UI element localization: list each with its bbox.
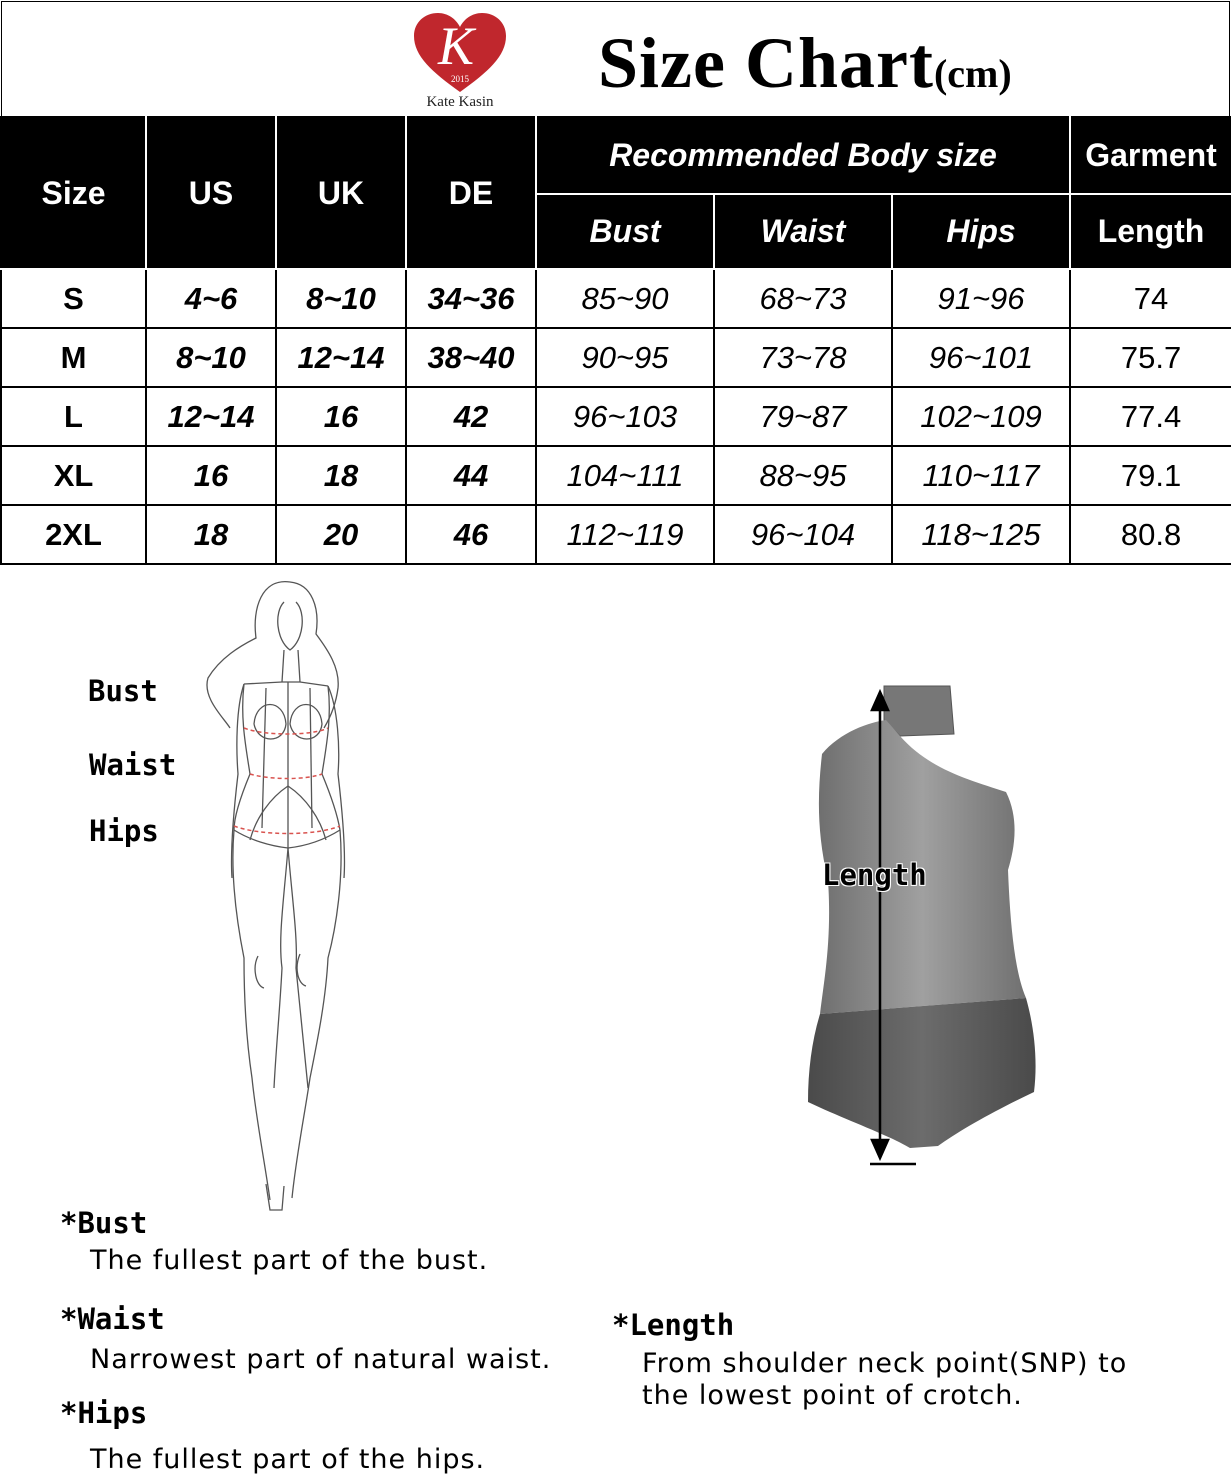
cell-waist: 79~87 [714, 387, 892, 446]
table-row [1, 446, 1231, 505]
definition-length-text-line1: From shoulder neck point(SNP) to [642, 1348, 1128, 1379]
figure-label-length: Length [822, 858, 927, 892]
table-row [1, 387, 1231, 446]
header-size: Size [1, 117, 146, 269]
cell-bust: 90~95 [536, 328, 714, 387]
cell-size: 2XL [1, 505, 146, 564]
definition-bust-heading: *Bust [60, 1206, 148, 1240]
chart-header [1, 1, 1230, 117]
cell-hips: 118~125 [892, 505, 1070, 564]
figure-label-hips: Hips [89, 814, 159, 848]
header-us: US [146, 117, 276, 269]
cell-uk: 20 [276, 505, 406, 564]
page-title [598, 18, 1012, 119]
cell-waist: 88~95 [714, 446, 892, 505]
definition-hips-heading: *Hips [60, 1396, 148, 1430]
cell-uk: 8~10 [276, 269, 406, 328]
cell-uk: 16 [276, 387, 406, 446]
size-table [0, 116, 1231, 565]
header-body-size-group: Recommended Body size [536, 117, 1070, 194]
cell-bust: 112~119 [536, 505, 714, 564]
header-row-1 [1, 117, 1231, 194]
cell-size: S [1, 269, 146, 328]
cell-de: 34~36 [406, 269, 536, 328]
cell-hips: 91~96 [892, 269, 1070, 328]
logo-letter: K [437, 16, 475, 76]
header-garment-group: Garment [1070, 117, 1231, 194]
cell-size: L [1, 387, 146, 446]
cell-waist: 73~78 [714, 328, 892, 387]
cell-us: 4~6 [146, 269, 276, 328]
cell-bust: 104~111 [536, 446, 714, 505]
definition-bust-text: The fullest part of the bust. [90, 1245, 489, 1276]
cell-waist: 96~104 [714, 505, 892, 564]
cell-us: 8~10 [146, 328, 276, 387]
header-length: Length [1070, 194, 1231, 269]
table-row [1, 269, 1231, 328]
cell-size: M [1, 328, 146, 387]
cell-de: 38~40 [406, 328, 536, 387]
cell-de: 42 [406, 387, 536, 446]
cell-us: 16 [146, 446, 276, 505]
table-row [1, 328, 1231, 387]
table-row [1, 505, 1231, 564]
cell-waist: 68~73 [714, 269, 892, 328]
cell-bust: 96~103 [536, 387, 714, 446]
heart-logo-icon [412, 12, 508, 96]
figure-label-bust: Bust [88, 674, 158, 708]
definition-hips-text: The fullest part of the hips. [90, 1444, 486, 1475]
definition-waist-text: Narrowest part of natural waist. [90, 1344, 552, 1375]
cell-hips: 102~109 [892, 387, 1070, 446]
body-croquis-illustration [200, 578, 370, 1218]
cell-length: 80.8 [1070, 505, 1231, 564]
title-main: Size Chart [598, 23, 934, 103]
cell-us: 18 [146, 505, 276, 564]
cell-hips: 96~101 [892, 328, 1070, 387]
header-uk: UK [276, 117, 406, 269]
cell-de: 46 [406, 505, 536, 564]
cell-hips: 110~117 [892, 446, 1070, 505]
cell-us: 12~14 [146, 387, 276, 446]
cell-de: 44 [406, 446, 536, 505]
header-bust: Bust [536, 194, 714, 269]
title-unit: (cm) [933, 51, 1012, 96]
header-hips: Hips [892, 194, 1070, 269]
cell-uk: 18 [276, 446, 406, 505]
logo-year: 2015 [451, 74, 469, 84]
figure-label-waist: Waist [89, 748, 177, 782]
cell-length: 75.7 [1070, 328, 1231, 387]
cell-bust: 85~90 [536, 269, 714, 328]
cell-length: 79.1 [1070, 446, 1231, 505]
garment-bodysuit-illustration [800, 680, 1050, 1170]
definition-length-text-line2: the lowest point of crotch. [642, 1380, 1023, 1411]
cell-length: 74 [1070, 269, 1231, 328]
cell-size: XL [1, 446, 146, 505]
cell-uk: 12~14 [276, 328, 406, 387]
brand-logo [412, 12, 508, 112]
header-de: DE [406, 117, 536, 269]
definition-length-heading: *Length [612, 1308, 735, 1342]
header-waist: Waist [714, 194, 892, 269]
definition-waist-heading: *Waist [60, 1302, 165, 1336]
brand-name: Kate Kasin [426, 94, 494, 110]
cell-length: 77.4 [1070, 387, 1231, 446]
